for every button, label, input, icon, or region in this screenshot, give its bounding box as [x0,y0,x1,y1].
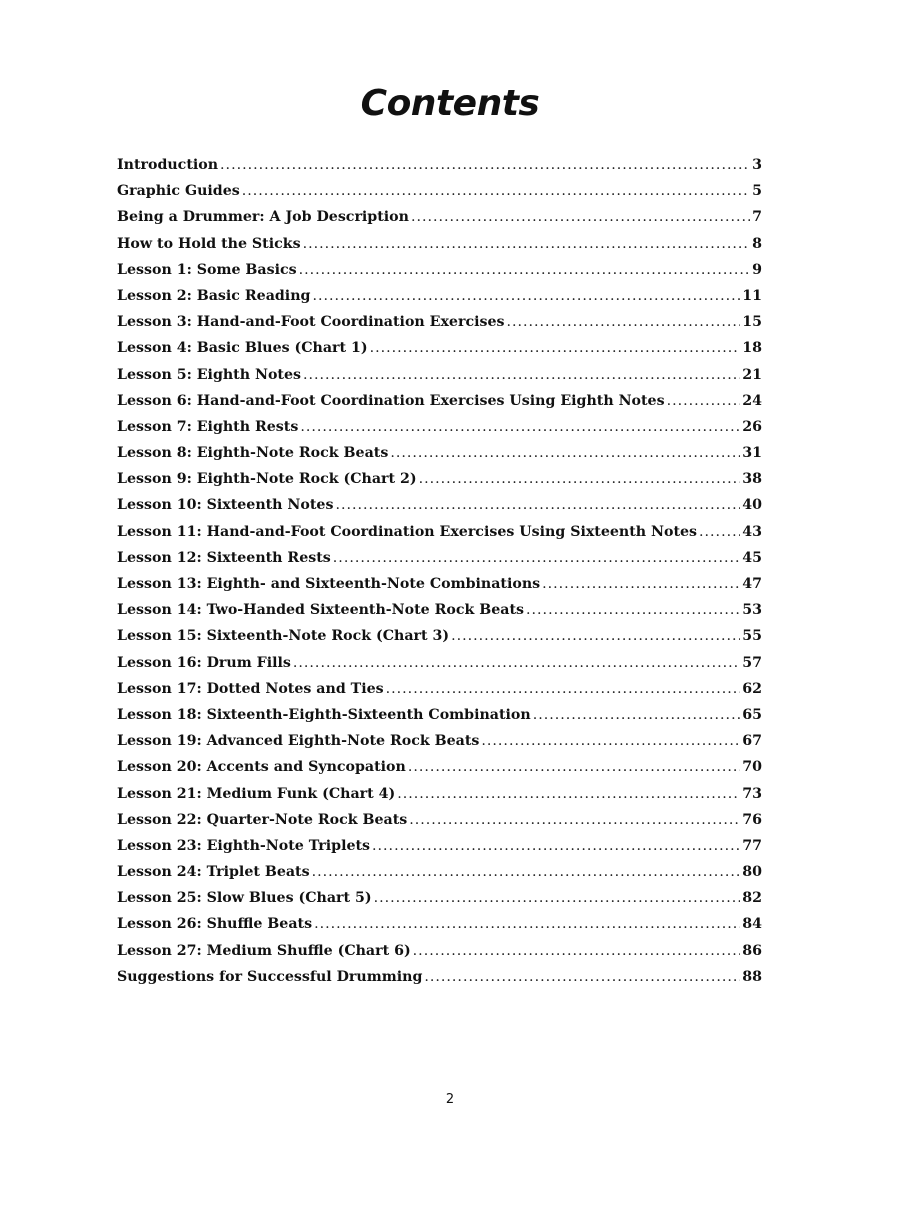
dot-leader [303,231,751,257]
toc-entry [117,911,762,937]
toc-entry [117,938,762,964]
toc-entry-title: Graphic Guides [117,183,240,200]
toc-entry-page: 21 [742,366,762,383]
toc-entry-title: Lesson 9: Eighth-Note Rock (Chart 2) [117,471,417,488]
page-title: Contents [360,83,540,124]
toc-entry-title: Suggestions for Successful Drumming [117,968,423,985]
toc-entry-page: 5 [752,183,762,200]
toc-entry-title: Lesson 5: Eighth Notes [117,366,301,383]
dot-leader [451,623,740,649]
toc-entry-title: Lesson 18: Sixteenth-Eighth-Sixteenth Combination [117,706,531,723]
toc-entry-page: 77 [742,837,762,854]
toc-entry [117,283,762,309]
dot-leader [419,466,741,492]
dot-leader [533,702,741,728]
toc-entry-title: Lesson 3: Hand-and-Foot Coordination Exercises [117,314,505,331]
toc-entry-title: Lesson 6: Hand-and-Foot Coordination Exercises Using Eighth Notes [117,392,665,409]
dot-leader [370,335,741,361]
toc-entry-title: Lesson 25: Slow Blues (Chart 5) [117,890,372,907]
toc-entry-page: 62 [742,680,762,697]
dot-leader [372,833,740,859]
table-of-contents [117,152,762,990]
toc-entry [117,309,762,335]
toc-entry-page: 11 [742,287,762,304]
dot-leader [293,650,740,676]
toc-entry-page: 76 [742,811,762,828]
toc-entry [117,597,762,623]
dot-leader [409,807,740,833]
dot-leader [335,492,740,518]
toc-entry-title: Lesson 10: Sixteenth Notes [117,497,334,514]
toc-entry-title: Lesson 15: Sixteenth-Note Rock (Chart 3) [117,628,450,645]
toc-entry-page: 53 [742,602,762,619]
toc-entry-title: Lesson 13: Eighth- and Sixteenth-Note Combinations [117,576,541,592]
toc-entry-page: 65 [742,706,762,723]
toc-entry [117,702,762,728]
toc-entry [117,335,762,361]
toc-entry [117,833,762,859]
toc-entry-title: Lesson 27: Medium Shuffle (Chart 6) [117,942,411,959]
dot-leader [333,545,740,571]
toc-entry-title: Lesson 26: Shuffle Beats [117,916,313,933]
toc-entry-title: Being a Drummer: A Job Description [117,209,409,226]
toc-entry [117,964,762,990]
toc-entry [117,781,762,807]
toc-entry-page: 3 [752,157,762,173]
toc-entry [117,807,762,833]
page-number: 2 [445,1092,455,1107]
toc-entry [117,859,762,885]
toc-entry-page: 73 [742,785,762,802]
toc-entry-title: Lesson 7: Eighth Rests [117,418,299,435]
toc-entry-page: 80 [742,864,762,881]
toc-entry [117,623,762,649]
toc-entry [117,204,762,230]
toc-entry [117,885,762,911]
toc-entry-title: Lesson 24: Triplet Beats [117,864,310,881]
toc-entry [117,466,762,492]
toc-entry-page: 9 [752,261,762,278]
toc-entry-page: 57 [742,654,762,671]
toc-entry-page: 18 [742,340,762,357]
dot-leader [300,414,740,440]
dot-leader [220,152,750,178]
toc-entry-title: Lesson 22: Quarter-Note Rock Beats [117,811,408,828]
toc-entry [117,571,762,597]
toc-entry-title: Lesson 17: Dotted Notes and Ties [117,680,384,697]
toc-entry [117,676,762,702]
dot-leader [303,362,740,388]
dot-leader [386,676,741,702]
dot-leader [411,204,750,230]
toc-entry-page: 47 [742,576,762,592]
dot-leader [424,964,740,990]
toc-entry-page: 43 [742,523,762,540]
toc-entry-page: 67 [742,733,762,750]
toc-entry-title: Lesson 14: Two-Handed Sixteenth-Note Rock Beats [117,602,525,619]
dot-leader [667,388,741,414]
toc-entry-page: 8 [752,235,762,252]
toc-entry-page: 7 [752,209,762,226]
toc-entry-title: Lesson 8: Eighth-Note Rock Beats [117,445,389,462]
dot-leader [526,597,740,623]
toc-entry-page: 86 [742,942,762,959]
toc-entry-page: 82 [742,890,762,907]
toc-entry-page: 55 [742,628,762,645]
toc-entry-page: 38 [742,471,762,488]
toc-entry [117,178,762,204]
toc-entry-page: 88 [742,968,762,985]
toc-entry [117,388,762,414]
dot-leader [481,728,740,754]
toc-entry [117,492,762,518]
toc-entry [117,728,762,754]
toc-entry-title: Lesson 2: Basic Reading [117,287,311,304]
dot-leader [299,257,751,283]
toc-entry [117,257,762,283]
toc-entry-title: Lesson 16: Drum Fills [117,654,291,671]
dot-leader [314,911,740,937]
toc-entry-page: 84 [742,916,762,933]
dot-leader [542,571,740,597]
toc-entry [117,362,762,388]
toc-entry-title: Lesson 4: Basic Blues (Chart 1) [117,340,368,357]
toc-entry [117,754,762,780]
toc-entry [117,519,762,545]
toc-entry-title: Lesson 1: Some Basics [117,261,297,278]
toc-entry-title: Lesson 20: Accents and Syncopation [117,759,406,776]
toc-entry [117,650,762,676]
toc-entry-title: Lesson 21: Medium Funk (Chart 4) [117,785,396,802]
toc-entry [117,545,762,571]
dot-leader [242,178,750,204]
toc-entry-title: Lesson 11: Hand-and-Foot Coordination Exercises Using Sixteenth Notes [117,523,698,540]
toc-entry [117,414,762,440]
toc-entry-page: 26 [742,418,762,435]
dot-leader [312,283,740,309]
dot-leader [397,781,740,807]
toc-entry-title: Lesson 19: Advanced Eighth-Note Rock Beats [117,733,480,750]
toc-entry-title: Lesson 12: Sixteenth Rests [117,549,331,566]
dot-leader [374,885,741,911]
toc-entry-page: 31 [742,445,762,462]
toc-entry [117,231,762,257]
dot-leader [699,519,740,545]
toc-entry-title: How to Hold the Sticks [117,235,301,252]
toc-entry-page: 40 [742,497,762,514]
toc-entry [117,440,762,466]
dot-leader [390,440,740,466]
dot-leader [312,859,741,885]
toc-entry-page: 24 [742,392,762,409]
toc-entry-title: Lesson 23: Eighth-Note Triplets [117,837,371,854]
toc-entry-page: 15 [742,314,762,331]
toc-entry-page: 70 [742,759,762,776]
dot-leader [408,754,740,780]
dot-leader [506,309,740,335]
toc-entry-title: Introduction [117,157,219,173]
toc-entry [117,152,762,178]
toc-entry-page: 45 [742,549,762,566]
dot-leader [413,938,741,964]
